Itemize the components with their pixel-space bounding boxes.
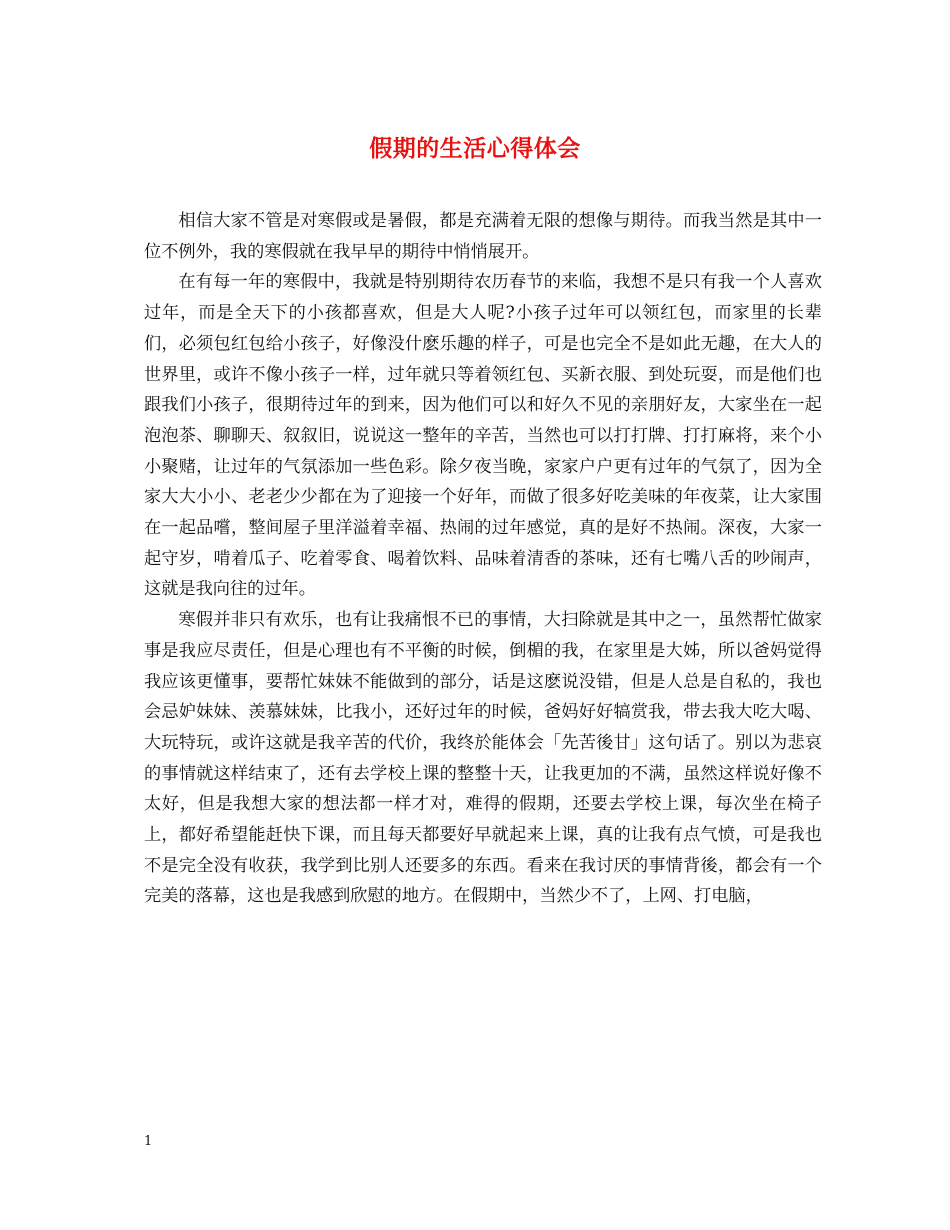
document-body (144, 206, 822, 912)
paragraph-3: 寒假并非只有欢乐，也有让我痛恨不已的事情，大扫除就是其中之一，虽然帮忙做家事是我应尽责任，但是心理也有不平衡的时候，倒楣的我，在家里是大姊，所以爸妈觉得我应该更懂事，要帮忙妹妹不能做到的部分，话是这麽说没错，但是人总是自私的，我也会忌妒妹妹、羡慕妹妹，比我小，还好过年的时候，爸妈好好犒赏我，带去我大吃大喝、大玩特玩，或许这就是我辛苦的代价，我终於能体会「先苦後甘」这句话了。别以为悲哀的事情就这样结束了，还有去学校上课的整整十天，让我更加的不满，虽然这样说好像不太好，但是我想大家的想法都一样才对，难得的假期，还要去学校上课，每次坐在椅子上，都好希望能赶快下课，而且每天都要好早就起来上课，真的让我有点气愤，可是我也不是完全没有收获，我学到比别人还要多的东西。看来在我讨厌的事情背後，都会有一个完美的落幕，这也是我感到欣慰的地方。在假期中，当然少不了，上网、打电脑， (144, 610, 822, 907)
document-title: 假期的生活心得体会 (369, 135, 581, 162)
page-number: 1 (144, 1134, 153, 1149)
paragraph-2: 在有每一年的寒假中，我就是特别期待农历春节的来临，我想不是只有我一个人喜欢过年，而是全天下的小孩都喜欢，但是大人呢?小孩子过年可以领红包，而家里的长辈们，必须包红包给小孩子，好像没什麽乐趣的样子，可是也完全不是如此无趣，在大人的世界里，或许不像小孩子一样，过年就只等着领红包、买新衣服、到处玩耍，而是他们也跟我们小孩子，很期待过年的到来，因为他们可以和好久不见的亲朋好友，大家坐在一起泡泡茶、聊聊天、叙叙旧，说说这一整年的辛苦，当然也可以打打牌、打打麻将，来个小小聚赌，让过年的气氛添加一些色彩。除夕夜当晚，家家户户更有过年的气氛了，因为全家大大小小、老老少少都在为了迎接一个好年，而做了很多好吃美味的年夜菜，让大家围在一起品嚐，整间屋子里洋溢着幸福、热闹的过年感觉，真的是好不热闹。深夜，大家一起守岁，啃着瓜子、吃着零食、喝着饮料、品味着清香的茶味，还有七嘴八舌的吵闹声，这就是我向往的过年。 (144, 272, 822, 600)
paragraph-1: 相信大家不管是对寒假或是暑假，都是充满着无限的想像与期待。而我当然是其中一位不例外，我的寒假就在我早早的期待中悄悄展开。 (144, 211, 822, 262)
